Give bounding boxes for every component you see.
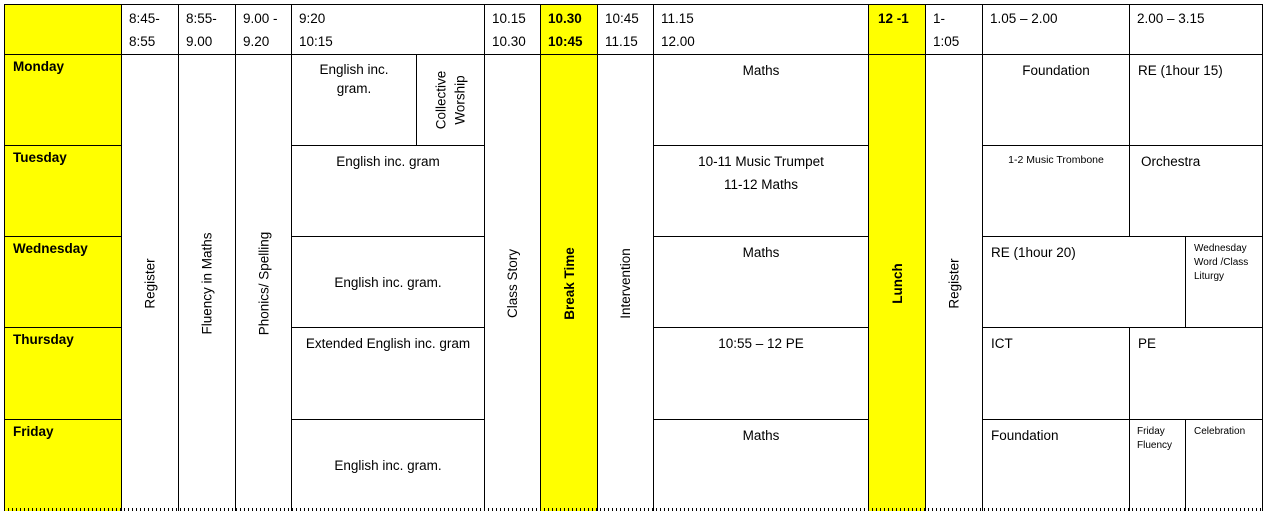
fluency-in-maths-cell: Fluency in Maths bbox=[178, 54, 235, 511]
phonics-spelling-cell: Phonics/ Spelling bbox=[235, 54, 291, 511]
header-time-lunch: 12 -1 bbox=[868, 4, 925, 54]
monday-pm2-cell: RE (1hour 15) bbox=[1129, 54, 1263, 145]
header-time-200: 2.00 – 3.15 bbox=[1129, 4, 1263, 54]
tuesday-music-cell: 10-11 Music Trumpet 11-12 Maths bbox=[653, 145, 868, 236]
thursday-pm2-cell: PE bbox=[1129, 327, 1263, 419]
register-am-cell: Register bbox=[121, 54, 178, 511]
friday-english-cell: English inc. gram. bbox=[291, 419, 484, 511]
wednesday-english-cell: English inc. gram. bbox=[291, 236, 484, 327]
thursday-pe-cell: 10:55 – 12 PE bbox=[653, 327, 868, 419]
timetable bbox=[4, 4, 1263, 511]
class-story-cell: Class Story bbox=[484, 54, 540, 511]
tuesday-pm2-cell: Orchestra bbox=[1129, 145, 1263, 236]
monday-pm1-cell: Foundation bbox=[982, 54, 1129, 145]
monday-english-cell: English inc. gram. bbox=[291, 54, 416, 145]
thursday-pm1-cell: ICT bbox=[982, 327, 1129, 419]
day-label-friday: Friday bbox=[4, 419, 121, 511]
lunch-cell: Lunch bbox=[868, 54, 925, 511]
header-time-1pm: 1- 1:05 bbox=[925, 4, 982, 54]
register-pm-cell: Register bbox=[925, 54, 982, 511]
intervention-cell: Intervention bbox=[597, 54, 653, 511]
friday-maths-cell: Maths bbox=[653, 419, 868, 511]
day-label-monday: Monday bbox=[4, 54, 121, 145]
thursday-english-cell: Extended English inc. gram bbox=[291, 327, 484, 419]
friday-pm1-cell: Foundation bbox=[982, 419, 1129, 511]
wednesday-maths-cell: Maths bbox=[653, 236, 868, 327]
header-time-1015: 10.15 10.30 bbox=[484, 4, 540, 54]
tuesday-english-cell: English inc. gram bbox=[291, 145, 484, 236]
break-time-cell: Break Time bbox=[540, 54, 597, 511]
header-time-0845: 8:45- 8:55 bbox=[121, 4, 178, 54]
header-time-1115: 11.15 12.00 bbox=[653, 4, 868, 54]
day-label-tuesday: Tuesday bbox=[4, 145, 121, 236]
header-time-0920: 9:20 10:15 bbox=[291, 4, 484, 54]
friday-pm3-cell: Celebration bbox=[1185, 419, 1263, 511]
monday-maths-cell: Maths bbox=[653, 54, 868, 145]
wednesday-pm2-cell: Wednesday Word /Class Liturgy bbox=[1185, 236, 1263, 327]
header-corner-cell bbox=[4, 4, 121, 54]
header-time-0900: 9.00 - 9.20 bbox=[235, 4, 291, 54]
table-right-border bbox=[1262, 4, 1263, 511]
header-time-105: 1.05 – 2.00 bbox=[982, 4, 1129, 54]
day-label-thursday: Thursday bbox=[4, 327, 121, 419]
tuesday-pm1-cell: 1-2 Music Trombone bbox=[982, 145, 1129, 236]
header-time-1030: 10.30 10:45 bbox=[540, 4, 597, 54]
monday-worship-cell: Collective Worship bbox=[416, 54, 484, 145]
wednesday-pm1-cell: RE (1hour 20) bbox=[982, 236, 1185, 327]
day-label-wednesday: Wednesday bbox=[4, 236, 121, 327]
header-time-0855: 8:55- 9.00 bbox=[178, 4, 235, 54]
friday-pm2-cell: Friday Fluency bbox=[1129, 419, 1185, 511]
header-time-1045: 10:45 11.15 bbox=[597, 4, 653, 54]
